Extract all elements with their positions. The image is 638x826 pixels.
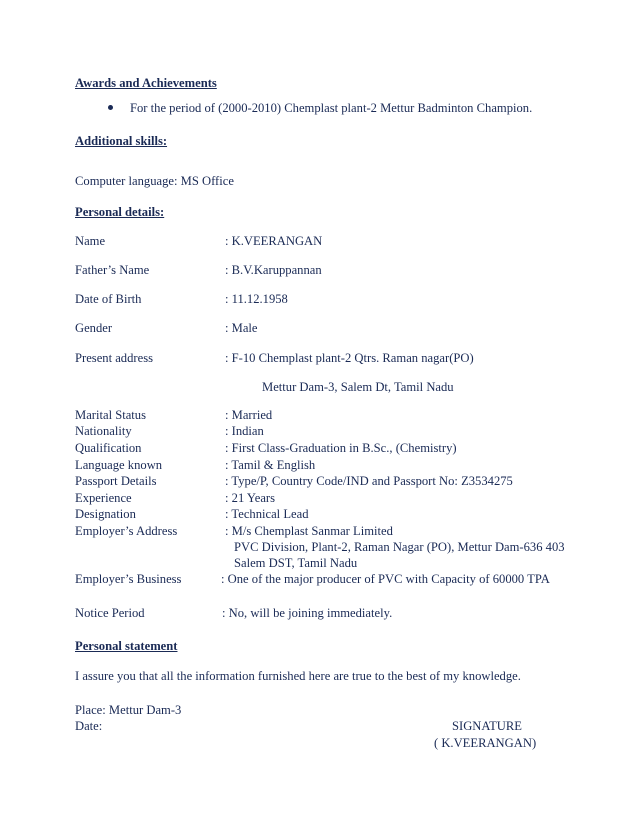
detail-label-employers-address: Employer’s Address — [75, 524, 178, 538]
detail-value-name: : K.VEERANGAN — [225, 234, 323, 248]
detail-value-employer-address-line3: Salem DST, Tamil Nadu — [234, 556, 358, 570]
detail-value-language-known: : Tamil & English — [225, 458, 316, 472]
date-text: Date: — [75, 719, 103, 733]
detail-value-present-address: : F-10 Chemplast plant-2 Qtrs. Raman nagar(PO) — [225, 351, 474, 365]
additional-skills-heading: Additional skills: — [75, 134, 168, 148]
detail-label-dob: Date of Birth — [75, 292, 142, 306]
detail-value-employers-business: : One of the major producer of PVC with Capacity of 60000 TPA — [221, 572, 550, 586]
detail-value-marital-status: : Married — [225, 408, 273, 422]
place-text: Place: Mettur Dam-3 — [75, 703, 182, 717]
detail-value-designation: : Technical Lead — [225, 507, 309, 521]
detail-label-marital-status: Marital Status — [75, 408, 147, 422]
detail-value-notice-period: : No, will be joining immediately. — [222, 606, 393, 620]
awards-heading: Awards and Achievements — [75, 76, 217, 90]
detail-label-nationality: Nationality — [75, 424, 132, 438]
detail-value-employers-address: : M/s Chemplast Sanmar Limited — [225, 524, 393, 538]
detail-label-employers-business: Employer’s Business — [75, 572, 182, 586]
detail-label-qualification: Qualification — [75, 441, 142, 455]
detail-label-name: Name — [75, 234, 106, 248]
detail-label-fathers-name: Father’s Name — [75, 263, 150, 277]
signature-label: SIGNATURE — [452, 719, 522, 733]
personal-statement-heading: Personal statement — [75, 639, 178, 653]
detail-label-designation: Designation — [75, 507, 136, 521]
personal-statement-text: I assure you that all the information furnished here are true to the best of my knowledge. — [75, 669, 521, 683]
detail-value-passport-details: : Type/P, Country Code/IND and Passport No: Z3534275 — [225, 474, 513, 488]
award-item: For the period of (2000-2010) Chemplast plant-2 Mettur Badminton Champion. — [130, 101, 533, 115]
detail-label-language-known: Language known — [75, 458, 163, 472]
detail-label-passport-details: Passport Details — [75, 474, 157, 488]
detail-value-gender: : Male — [225, 321, 258, 335]
detail-label-notice-period: Notice Period — [75, 606, 145, 620]
detail-label-gender: Gender — [75, 321, 113, 335]
detail-value-employer-address-line2: PVC Division, Plant-2, Raman Nagar (PO), Mettur Dam-636 403 — [234, 540, 565, 554]
detail-value-address-line2: Mettur Dam-3, Salem Dt, Tamil Nadu — [262, 380, 454, 394]
detail-label-experience: Experience — [75, 491, 132, 505]
detail-value-fathers-name: : B.V.Karuppannan — [225, 263, 322, 277]
bullet-icon — [108, 105, 113, 110]
personal-details-heading: Personal details: — [75, 205, 165, 219]
computer-language-text: Computer language: MS Office — [75, 174, 234, 188]
signatory-name: ( K.VEERANGAN) — [434, 736, 537, 750]
detail-value-nationality: : Indian — [225, 424, 264, 438]
detail-value-qualification: : First Class-Graduation in B.Sc., (Chemistry) — [225, 441, 457, 455]
detail-label-present-address: Present address — [75, 351, 153, 365]
detail-value-experience: : 21 Years — [225, 491, 276, 505]
detail-value-dob: : 11.12.1958 — [225, 292, 288, 306]
